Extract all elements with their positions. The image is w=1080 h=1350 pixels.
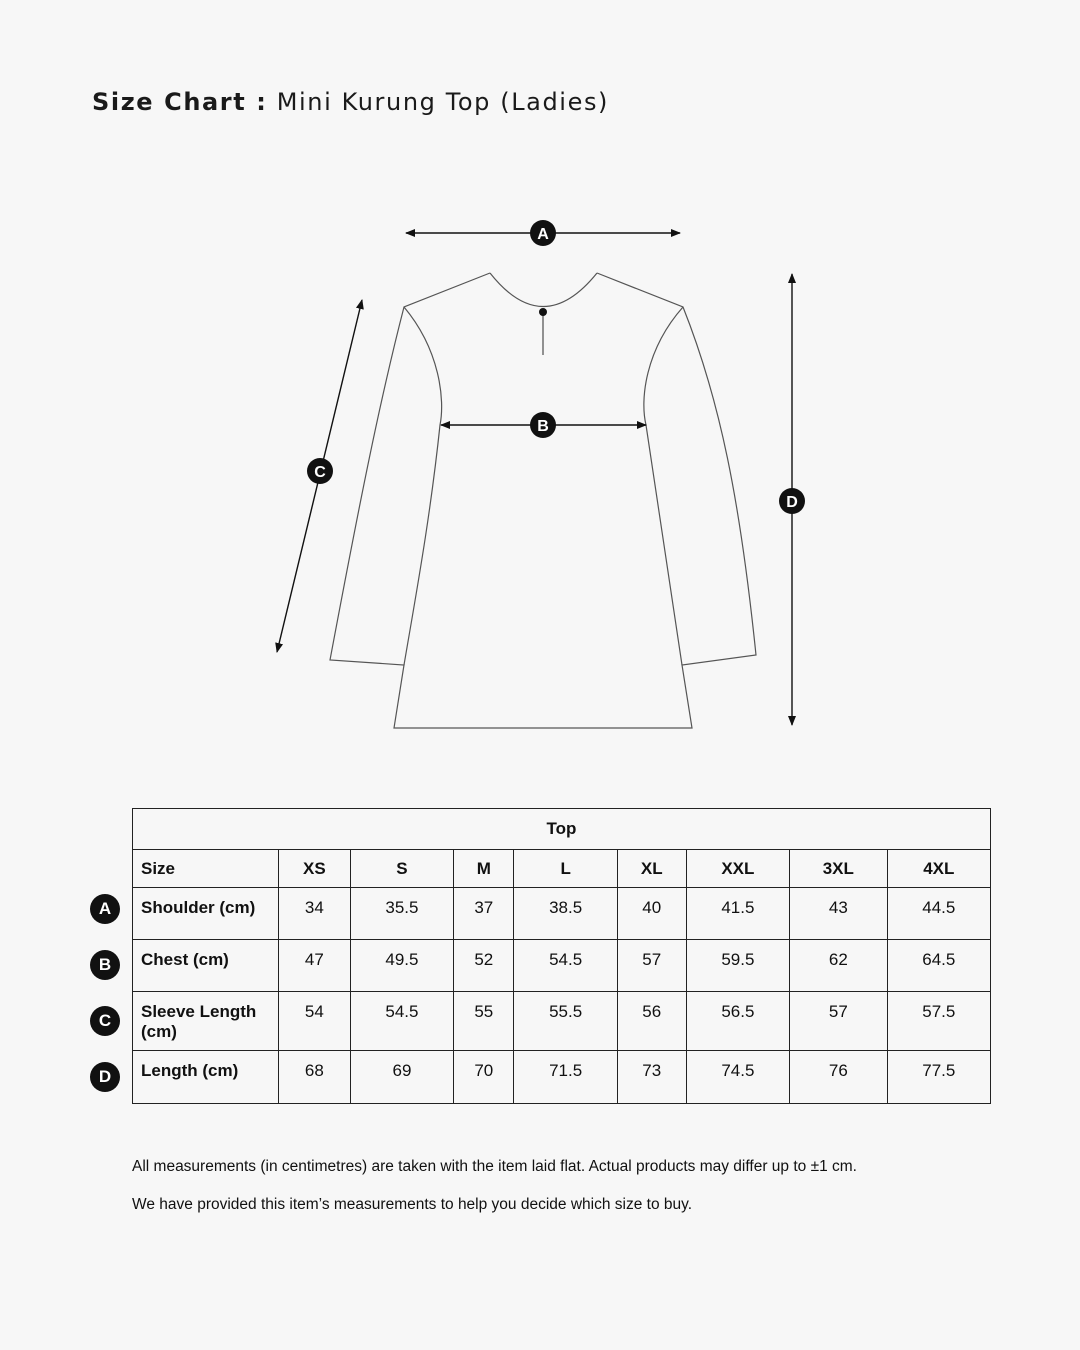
size-header: 4XL [887,850,990,888]
table-cell: 54.5 [350,992,453,1051]
table-cell: 56 [617,992,686,1051]
row-label: Sleeve Length (cm) [133,992,279,1051]
row-marker-d: D [90,1062,120,1092]
table-cell: 49.5 [350,940,453,992]
size-table [132,808,991,1104]
table-cell: 69 [350,1051,453,1104]
table-cell: 70 [454,1051,514,1104]
row-label: Chest (cm) [133,940,279,992]
table-cell: 74.5 [686,1051,789,1104]
marker-b [530,412,556,438]
size-header: L [514,850,617,888]
row-label: Length (cm) [133,1051,279,1104]
size-header: 3XL [790,850,888,888]
title-product: Mini Kurung Top (Ladies) [276,88,610,116]
row-marker-b: B [90,950,120,980]
size-header: XXL [686,850,789,888]
top-outline [330,273,756,728]
table-cell: 76 [790,1051,888,1104]
table-cell: 43 [790,888,888,940]
row-label: Shoulder (cm) [133,888,279,940]
marker-d-label: D [786,494,798,511]
size-header: S [350,850,453,888]
marker-a [530,220,556,246]
table-row-shoulder [133,888,991,940]
size-header: M [454,850,514,888]
table-row-length [133,1051,991,1104]
marker-a-label: A [537,226,549,243]
table-cell: 54.5 [514,940,617,992]
table-group-header: Top [133,809,991,850]
marker-c-label: C [314,464,326,481]
table-cell: 68 [279,1051,351,1104]
table-cell: 55.5 [514,992,617,1051]
table-cell: 34 [279,888,351,940]
table-cell: 57 [617,940,686,992]
table-cell: 54 [279,992,351,1051]
size-label: Size [133,850,279,888]
table-cell: 44.5 [887,888,990,940]
table-cell: 40 [617,888,686,940]
table-cell: 52 [454,940,514,992]
table-cell: 59.5 [686,940,789,992]
table-cell: 73 [617,1051,686,1104]
row-marker-c: C [90,1006,120,1036]
table-cell: 37 [454,888,514,940]
table-row-chest [133,940,991,992]
table-cell: 64.5 [887,940,990,992]
row-marker-a: A [90,894,120,924]
table-cell: 57 [790,992,888,1051]
table-cell: 71.5 [514,1051,617,1104]
table-cell: 41.5 [686,888,789,940]
table-cell: 38.5 [514,888,617,940]
sizing-help-note: We have provided this item’s measurements to help you decide which size to buy. [132,1196,693,1213]
marker-d [779,488,805,514]
table-cell: 47 [279,940,351,992]
marker-b-label: B [537,418,549,435]
table-cell: 57.5 [887,992,990,1051]
table-cell: 56.5 [686,992,789,1051]
title-prefix: Size Chart : [92,88,268,116]
size-header: XL [617,850,686,888]
table-cell: 62 [790,940,888,992]
table-cell: 55 [454,992,514,1051]
size-header: XS [279,850,351,888]
table-cell: 77.5 [887,1051,990,1104]
table-row-sleeve [133,992,991,1051]
size-header-row [133,850,991,888]
button-dot [539,308,547,316]
marker-c [307,458,333,484]
measurement-note: All measurements (in centimetres) are taken with the item laid flat. Actual products may differ up to ±1 cm. [132,1158,857,1175]
table-cell: 35.5 [350,888,453,940]
